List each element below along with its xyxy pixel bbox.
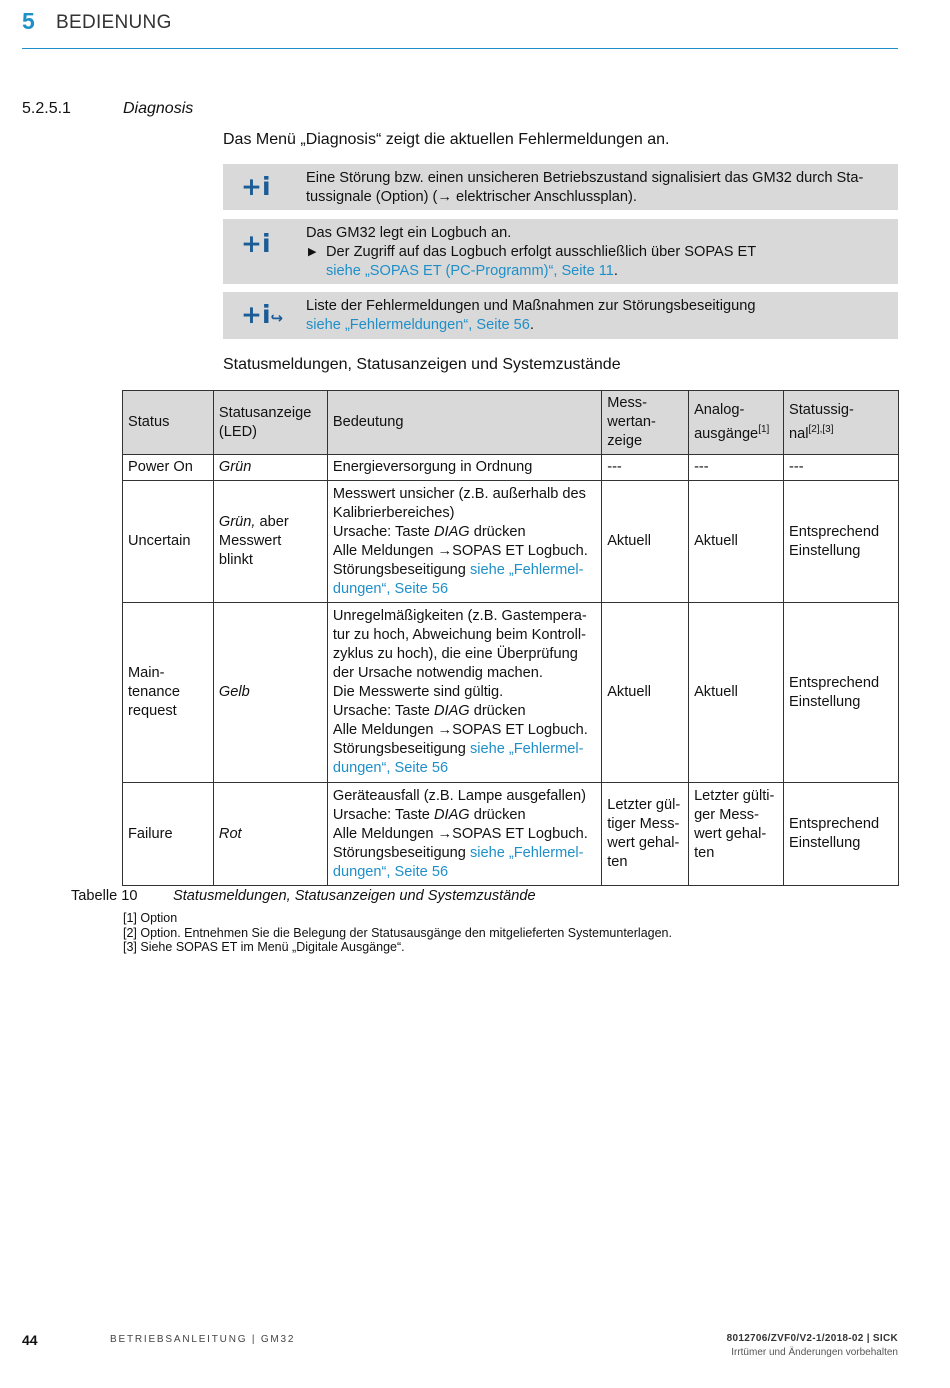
cell-status: Power On [123,455,214,481]
intro-paragraph: Das Menü „Diagnosis“ zeigt die aktuellen Fehlermeldungen an. [223,131,670,148]
cell-status: Uncertain [123,481,214,603]
note-bullet: ▶ Der Zugriff auf das Logbuch erfolgt ausschließlich über SOPAS ET [308,244,757,260]
link-error-messages[interactable]: dungen“, Seite 56 [332,580,449,597]
cell-led: Rot [213,783,327,886]
link-error-messages[interactable]: siehe „Fehlermel- [469,561,584,578]
info-icon: +i [241,172,271,201]
table-row [123,783,899,886]
cell-led: Gelb [213,603,327,783]
col-header-analog-outputs: Analog- ausgänge[1] [689,391,784,455]
cell-meaning: Unregelmäßigkeiten (z.B. Gastempera- tur zu hoch, Abweichung beim Kontroll- zyklus zu hoch), die eine Überprüfung der Ursache notwendig machen. Die Messwerte sind gültig. Ursache: Taste DIAG drücken Alle Meldungen →SOPAS ET Logbuch. Störungsbeseitigung siehe „Fehlermel- dungen“, Seite 56 [327,603,601,783]
col-header-measured-value: Mess- wertan- zeige [602,391,689,455]
cell-signal: Entsprechend Einstellung [784,603,899,783]
link-error-messages[interactable]: dungen“, Seite 56 [332,760,449,776]
table-caption-label: Tabelle 10 [71,888,138,904]
col-header-status-signal: Statussig- nal[2],[3] [784,391,899,455]
cell-analog: --- [689,455,784,481]
info-icon: +i [241,229,271,258]
table-caption-text: Statusmeldungen, Statusanzeigen und Systemzustände [173,888,536,904]
cell-measured: Letzter gül- tiger Mess- wert gehal- ten [602,783,689,886]
disclaimer: Irrtümer und Änderungen vorbehalten [731,1347,898,1358]
note-box-logbook [223,219,898,284]
document-title: BETRIEBSANLEITUNG | GM32 [110,1334,296,1345]
cell-meaning: Geräteausfall (z.B. Lampe ausgefallen) Ursache: Taste DIAG drücken Alle Meldungen →SOPAS ET Logbuch. Störungsbeseitigung siehe „Fehlermel- dungen“, Seite 56 [327,783,601,886]
cell-meaning: Energieversorgung in Ordnung [327,455,601,481]
cell-meaning: Messwert unsicher (z.B. außerhalb des Kalibrierbereiches) Ursache: Taste DIAG drücken Alle Meldungen →SOPAS ET Logbuch. Störungsbeseitigung siehe „Fehlermel- dungen“, Seite 56 [327,481,601,603]
link-error-messages[interactable]: siehe „Fehlermel- [469,741,584,757]
chapter-number: 5 [22,8,35,34]
status-table [122,390,899,886]
page-number: 44 [22,1332,38,1348]
note-text: Liste der Fehlermeldungen und Maßnahmen zur Störungsbeseitigung siehe „Fehlermeldungen“, Seite 56. [306,298,756,333]
cell-signal: Entsprechend Einstellung [784,481,899,603]
cell-signal: --- [784,455,899,481]
table-heading: Statusmeldungen, Statusanzeigen und Systemzustände [223,356,621,373]
footnote: [1] Option [123,911,178,925]
chapter-title: BEDIENUNG [56,12,172,33]
col-header-meaning: Bedeutung [327,391,601,455]
table-row [123,455,899,481]
triangle-bullet-icon: ▶ [308,246,317,258]
cell-led: Grün [213,455,327,481]
link-sopas-et[interactable]: siehe „SOPAS ET (PC-Programm)“, Seite 11 [326,263,614,279]
footnote: [2] Option. Entnehmen Sie die Belegung der Statusausgänge den mitgelieferten Systemunterlagen. [123,926,672,940]
cell-led: Grün, aber Messwert blinkt [213,481,327,603]
cell-analog: Aktuell [689,603,784,783]
note-box-error-list [223,292,898,339]
cell-measured: --- [602,455,689,481]
footnote: [3] Siehe SOPAS ET im Menü „Digitale Ausgänge“. [123,940,405,954]
note-box-status-signals [223,164,898,210]
cell-signal: Entsprechend Einstellung [784,783,899,886]
col-header-status: Status [123,391,214,455]
cell-measured: Aktuell [602,603,689,783]
note-text: Eine Störung bzw. einen unsicheren Betriebszustand signalisiert das GM32 durch Sta- tussignale (Option) (→ elektrischer Anschlussplan). [306,170,864,205]
link-error-messages[interactable]: dungen“, Seite 56 [332,863,449,880]
section-number: 5.2.5.1 [22,100,71,117]
table-row [123,603,899,783]
link-error-messages[interactable]: siehe „Fehlermel- [469,844,584,861]
link-error-messages[interactable]: siehe „Fehlermeldungen“, Seite 56 [306,317,530,333]
cell-status: Main- tenance request [123,603,214,783]
cell-analog: Aktuell [689,481,784,603]
info-reference-icon: +i↪ [241,300,284,329]
header-divider [22,48,898,49]
cell-measured: Aktuell [602,481,689,603]
document-id: 8012706/ZVF0/V2-1/2018-02 | SICK [726,1333,898,1344]
col-header-led: Statusanzeige (LED) [213,391,327,455]
cell-status: Failure [123,783,214,886]
section-title: Diagnosis [123,100,194,117]
table-header-row [123,391,899,455]
table-row [123,481,899,603]
note-text: Das GM32 legt ein Logbuch an. ▶ Der Zugriff auf das Logbuch erfolgt ausschließlich über SOPAS ET siehe „SOPAS ET (PC-Programm)“, Seite 11. [306,224,886,281]
cell-analog: Letzter gülti- ger Mess- wert gehal- ten [689,783,784,886]
